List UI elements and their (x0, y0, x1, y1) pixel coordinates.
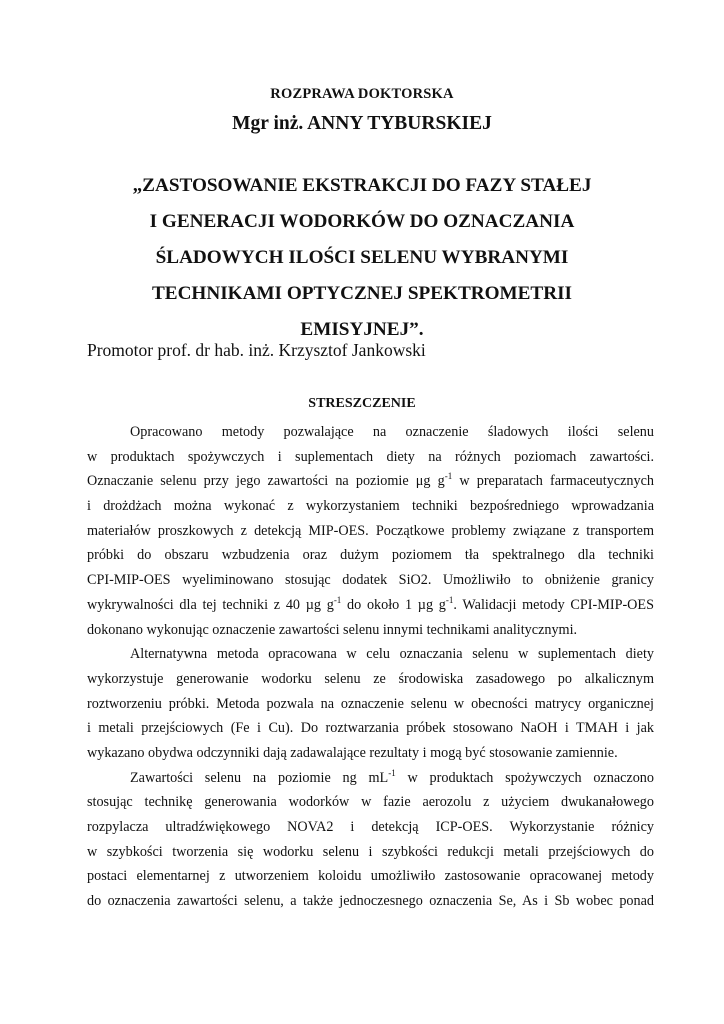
paragraph-line: i metali przejściowych (Fe i Cu). Do roztwarzania próbek stosowano NaOH i TMAH i jak (87, 720, 654, 737)
title-line: TECHNIKAMI OPTYCZNEJ SPEKTROMETRII (151, 283, 573, 304)
superscript: -1 (445, 594, 454, 605)
paragraph-line: Alternatywna metoda opracowana w celu oznaczania selenu w suplementach diety (130, 646, 654, 663)
text-segment: do około 1 µg g (341, 596, 446, 613)
paragraph-line: próbki do obszaru wzbudzenia oraz dużym poziomem tła spektralnego dla techniki (87, 547, 654, 564)
author-heading: Mgr inż. ANNY TYBURSKIEJ (232, 113, 492, 134)
text-segment: wykrywalności dla tej techniki z 40 µg g (87, 596, 334, 613)
paragraph-line: postaci elementarnej z utworzeniem koloidu umożliwiło zastosowanie opracowanej metody (87, 868, 654, 885)
paragraph-line (87, 593, 654, 618)
paragraph-line: materiałów proszkowych z detekcją MIP-OES. Początkowe problemy związane z transportem (87, 522, 654, 539)
text-segment: w produktach spożywczych oznaczono (395, 769, 654, 786)
paragraph-line: i drożdżach można wykonać z wykorzystaniem techniki bezpośredniego wprowadzania (87, 498, 654, 515)
paragraph-line: CPI-MIP-OES wyeliminowano stosując dodatek SiO2. Umożliwiło to obniżenie granicy (87, 572, 654, 589)
superscript: -1 (444, 471, 453, 482)
title-line: „ZASTOSOWANIE EKSTRAKCJI DO FAZY STAŁEJ (132, 175, 592, 196)
paragraph-line: Opracowano metody pozwalające na oznaczenie śladowych ilości selenu (130, 424, 654, 440)
promotor-line: Promotor prof. dr hab. inż. Krzysztof Jankowski (87, 340, 426, 360)
text-segment: . Walidacji metody CPI-MIP-OES (453, 596, 654, 613)
text-segment: w preparatach farmaceutycznych (452, 473, 654, 490)
text-segment: Oznaczanie selenu przy jego zawartości na poziomie μg g (87, 473, 445, 490)
paragraph-line: rozpylacza ultradźwiękowego NOVA2 i detekcją ICP-OES. Wykorzystanie różnicy (87, 819, 654, 835)
paragraph-line (87, 766, 654, 791)
paragraph-line: dokonano wykonując oznaczenie zawartości selenu innymi technikami analitycznymi. (87, 621, 578, 638)
paragraph-line: w produktach spożywczych i suplementach diety na różnych poziomach zawartości. (87, 448, 654, 465)
paragraph-line (87, 469, 654, 494)
text-segment: Zawartości selenu na poziomie ng mL (130, 769, 389, 786)
document-type-heading: ROZPRAWA DOKTORSKA (270, 86, 454, 102)
paragraph-line: stosując technikę generowania wodorków w fazie aerozolu z użyciem dwukanałowego (87, 794, 654, 811)
paragraph-line: wykorzystuje generowanie wodorku selenu ze środowiska zasadowego po alkalicznym (87, 670, 654, 687)
paragraph-line: roztworzeniu próbki. Metoda pozwala na oznaczenie selenu w obecności matrycy organicznej (87, 695, 654, 712)
superscript: -1 (333, 594, 342, 605)
superscript: -1 (388, 767, 396, 778)
title-line: ŚLADOWYCH ILOŚCI SELENU WYBRANYMI (155, 247, 569, 268)
abstract-heading: STRESZCZENIE (308, 396, 416, 411)
paragraph-line: do oznaczenia zawartości selenu, a także jednoczesnego oznaczenia Se, As i Sb wobec ponad (87, 893, 654, 910)
paragraph-line: wykazano obydwa odczynniki dają zadawalające rezultaty i mogą być stosowanie zamiennie. (87, 744, 618, 761)
paragraph-line: w szybkości tworzenia się wodorku selenu i szybkości redukcji metali przejściowych do (87, 843, 654, 860)
abstract-body (87, 420, 654, 914)
thesis-title (80, 168, 644, 348)
title-line: I GENERACJI WODORKÓW DO OZNACZANIA (149, 211, 575, 232)
title-line: EMISYJNEJ”. (300, 319, 424, 340)
